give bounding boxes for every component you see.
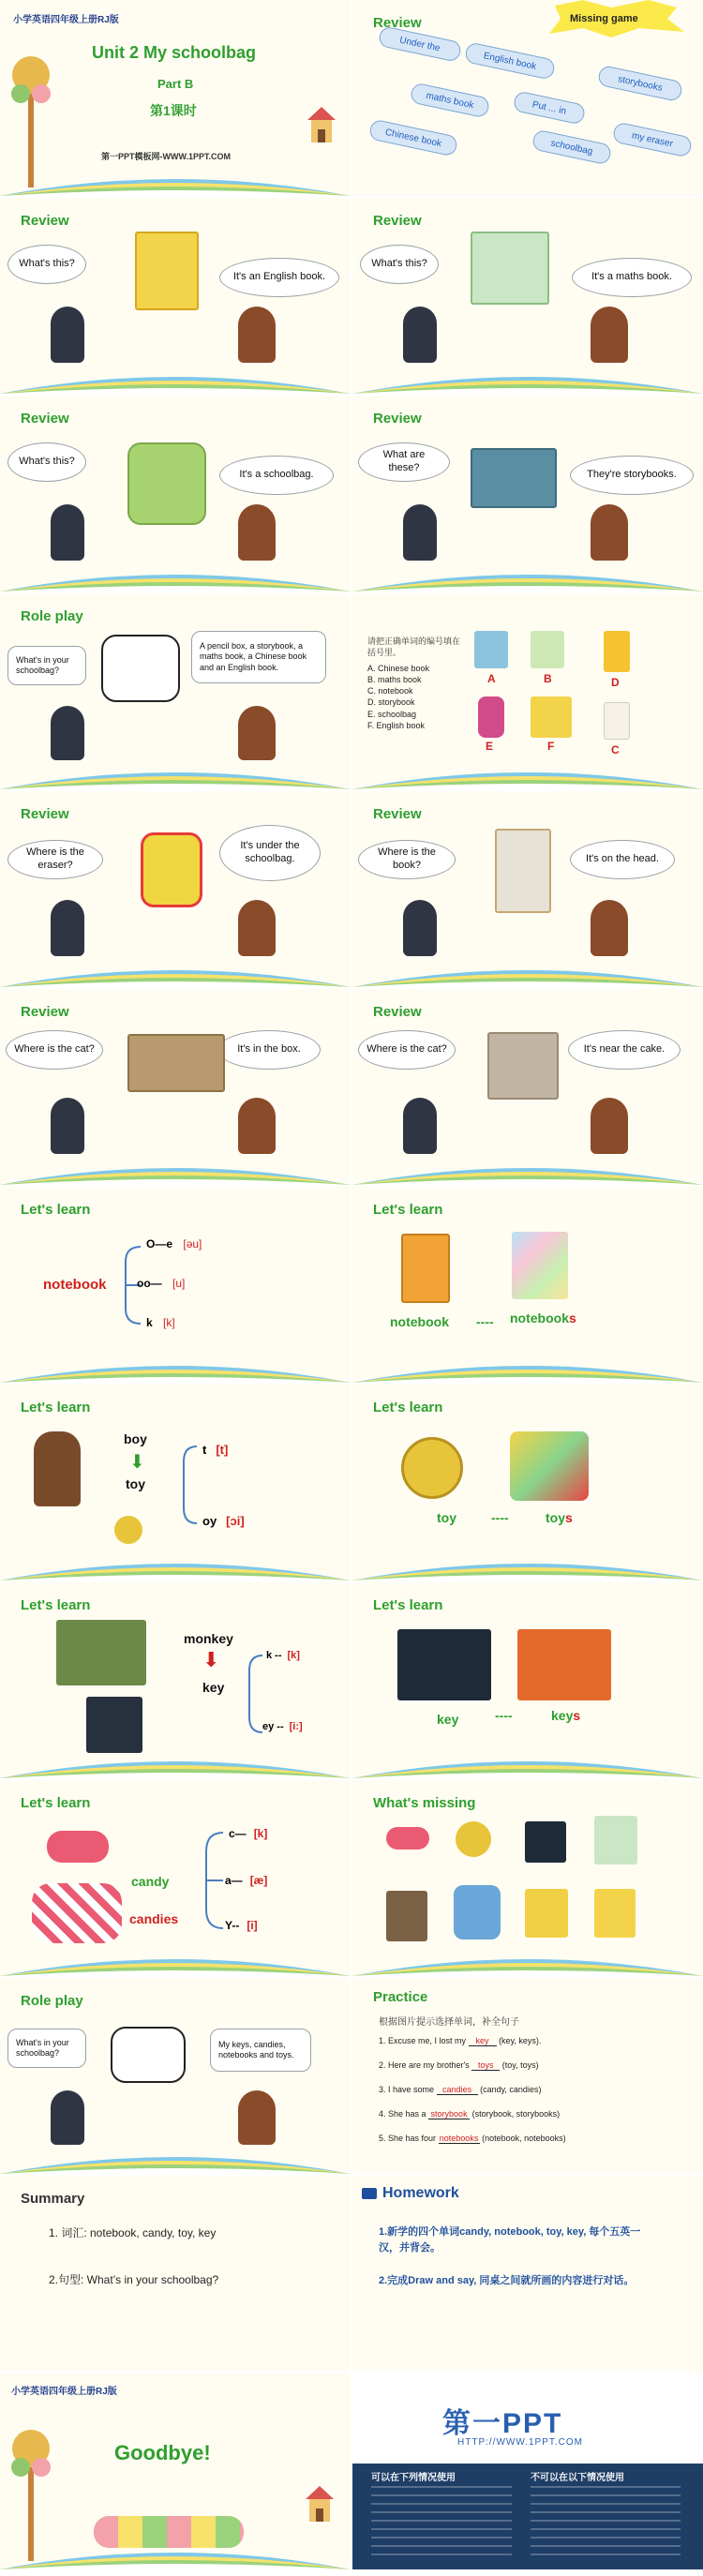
plane-label: storybooks	[617, 73, 664, 94]
question-bubble: What's in your schoolbag?	[7, 2029, 86, 2068]
header-label: 小学英语四年级上册RJ版	[11, 2387, 117, 2397]
answer-letter: E	[486, 740, 494, 753]
boy-avatar	[51, 706, 84, 760]
rainbow-decoration	[0, 168, 351, 196]
item-prefix: 2. Here are my brother's	[379, 2060, 470, 2070]
slide-title: Review	[373, 411, 422, 427]
question-bubble: What are these?	[358, 442, 450, 482]
schoolbag-contents-image	[111, 2027, 186, 2083]
slide-19-lets-learn	[0, 1780, 351, 1976]
rainbow-decoration	[0, 1750, 351, 1778]
notebook-image[interactable]	[386, 1891, 427, 1941]
book-image-f	[531, 696, 572, 738]
phonetic: [ɔi]	[226, 1514, 245, 1528]
slide-title: Review	[373, 15, 422, 31]
plural-suffix: s	[565, 1510, 573, 1525]
rainbow-decoration	[352, 761, 703, 789]
slide-title: Review	[373, 806, 422, 822]
boy-avatar	[51, 504, 84, 561]
item-prefix: 4. She has a	[379, 2109, 426, 2119]
slide-12-review	[352, 989, 703, 1185]
slide-25-goodbye	[0, 2374, 351, 2569]
singular-word: toy	[437, 1510, 456, 1525]
plane-8[interactable]	[612, 122, 694, 158]
girl-avatar	[591, 900, 628, 956]
phonetic: [k]	[253, 1827, 268, 1840]
notebooks-image	[512, 1232, 568, 1299]
slide-title: Review	[21, 806, 69, 822]
col-2-links	[531, 2486, 681, 2561]
book-image-b	[531, 631, 564, 668]
branch-bracket	[201, 1829, 225, 1932]
answer-bubble: It's on the head.	[570, 840, 675, 879]
key-image	[86, 1697, 142, 1753]
blank-answer[interactable]: key	[469, 2036, 497, 2046]
phonetic: [u]	[172, 1277, 186, 1290]
answer-bubble: It's in the box.	[217, 1030, 321, 1070]
item-suffix: (toy, toys)	[501, 2060, 539, 2070]
slide-7-role-play	[0, 593, 351, 789]
option-list	[367, 663, 429, 731]
dash: ----	[495, 1708, 513, 1723]
boy-avatar	[403, 1098, 437, 1154]
answer-letter: D	[611, 676, 620, 689]
plane-label: Under the	[398, 35, 441, 53]
item-prefix: 1. Excuse me, I lost my	[379, 2036, 467, 2045]
storybook-image[interactable]	[525, 1889, 568, 1938]
slide-title: Let's learn	[21, 1400, 91, 1415]
plane-6[interactable]	[368, 118, 459, 157]
book-image-d	[604, 631, 630, 672]
branch-bracket	[246, 1652, 264, 1736]
spelling: k	[146, 1316, 153, 1329]
rainbow-decoration	[0, 563, 351, 592]
phonetic: [i:]	[289, 1721, 303, 1732]
monkey-image	[56, 1620, 146, 1685]
item-suffix: (key, keys).	[499, 2036, 542, 2045]
tree-illustration	[7, 2411, 54, 2561]
exercise-item	[379, 2085, 541, 2095]
summary-line: 2.句型: What’s in your schoolbag?	[49, 2273, 219, 2286]
plural-word	[551, 1708, 580, 1723]
candies-image	[32, 1883, 122, 1943]
spell-c	[229, 1827, 267, 1840]
question-bubble: What's this?	[7, 442, 86, 482]
house-icon	[306, 105, 337, 144]
key-image[interactable]	[525, 1821, 566, 1863]
phonetic: [t]	[216, 1443, 229, 1457]
slide-10-review	[352, 791, 703, 987]
dash: ----	[491, 1510, 509, 1525]
spell-y	[225, 1919, 258, 1932]
notebook-image	[401, 1234, 450, 1303]
cat-near-cake-image	[487, 1032, 559, 1100]
branch-bracket	[180, 1443, 199, 1527]
col-1-heading: 可以在下列情况使用	[371, 2473, 456, 2483]
english-book-image	[135, 232, 199, 310]
slide-title: Let's learn	[373, 1597, 443, 1613]
slide-18-lets-learn	[352, 1582, 703, 1778]
blank-answer[interactable]: candies	[437, 2085, 478, 2095]
schoolbag-image	[127, 442, 206, 525]
boy-image	[34, 1431, 81, 1506]
yoyo-image	[401, 1437, 463, 1499]
slide-title: Review	[21, 1004, 69, 1020]
branch-row	[146, 1237, 202, 1251]
girl-avatar	[591, 504, 628, 561]
answer-bubble: It's a schoolbag.	[219, 456, 334, 495]
option-item: E. schoolbag	[367, 709, 417, 719]
option-item: A. Chinese book	[367, 664, 430, 673]
down-arrow-icon: ⬇	[129, 1452, 145, 1473]
girl-avatar	[238, 2090, 276, 2145]
phonetic: [k]	[287, 1650, 300, 1661]
boy-avatar	[403, 504, 437, 561]
slide-13-lets-learn	[0, 1187, 351, 1383]
slide-title: Practice	[373, 1989, 428, 2005]
answer-bubble: They're storybooks.	[570, 456, 694, 495]
word-2: toy	[126, 1476, 145, 1491]
rainbow-decoration	[0, 761, 351, 789]
question-bubble: Where is the cat?	[358, 1030, 456, 1070]
phonetic: [i]	[247, 1919, 258, 1932]
item-prefix: 5. She has four	[379, 2134, 437, 2143]
house-icon	[304, 2484, 336, 2524]
down-arrow-icon: ⬇	[202, 1648, 220, 1671]
slide-title: Review	[373, 1004, 422, 1020]
homework-line: 1.新学的四个单词candy, notebook, toy, key, 每个五英一汉，并背会。	[379, 2226, 641, 2254]
option-item: D. storybook	[367, 697, 415, 708]
spelling: oy	[202, 1514, 217, 1528]
slide-11-review	[0, 989, 351, 1185]
slide-1-title	[0, 0, 351, 196]
plural-suffix: s	[573, 1708, 581, 1723]
answer-letter: A	[487, 672, 496, 685]
exercise-item	[379, 2134, 566, 2144]
english-book-image[interactable]	[594, 1889, 636, 1938]
branch-row	[137, 1277, 185, 1290]
site-label: 第一PPT模板网-WWW.1PPT.COM	[101, 152, 231, 161]
maths-book-image[interactable]	[594, 1816, 637, 1865]
plane-label: schoolbag	[549, 137, 594, 157]
spelling: a—	[225, 1874, 243, 1887]
slide-23-summary	[0, 2176, 351, 2372]
book-image-e	[478, 696, 504, 738]
exercise-item	[379, 2036, 541, 2046]
spelling: Y--	[225, 1919, 240, 1932]
slide-20-whats-missing	[352, 1780, 703, 1976]
yoyo-image[interactable]	[456, 1821, 491, 1857]
singular-word: key	[437, 1712, 459, 1727]
key-image	[397, 1629, 491, 1700]
spelling: t	[202, 1443, 207, 1457]
rainbow-decoration	[352, 1355, 703, 1383]
plane-2[interactable]	[464, 41, 556, 80]
word-1: monkey	[184, 1631, 233, 1646]
question-bubble: What's in your schoolbag?	[7, 646, 86, 685]
spell-k	[266, 1650, 300, 1661]
col-2-heading: 不可以在以下情况使用	[531, 2473, 624, 2483]
slide-title: Role play	[21, 1993, 83, 2009]
schoolbag-image[interactable]	[454, 1885, 501, 1939]
plane-label: my eraser	[631, 129, 674, 149]
rainbow-decoration	[0, 1948, 351, 1976]
slide-26-credits	[352, 2374, 703, 2569]
boy-avatar	[51, 1098, 84, 1154]
question-bubble: Where is the book?	[358, 840, 456, 879]
phonetic: [k]	[163, 1316, 175, 1329]
slide-title: Review	[21, 213, 69, 229]
girl-avatar	[238, 504, 276, 561]
rainbow-decoration	[352, 1750, 703, 1778]
toys-image	[510, 1431, 589, 1501]
slide-17-lets-learn	[0, 1582, 351, 1778]
word-1: boy	[124, 1431, 147, 1446]
slide-21-role-play	[0, 1978, 351, 2174]
option-item: F. English book	[367, 720, 426, 730]
girl-avatar	[238, 1098, 276, 1154]
slide-5-review	[0, 396, 351, 592]
answer-bubble: My keys, candies, notebooks and toys.	[210, 2029, 311, 2072]
spelling: c—	[229, 1827, 247, 1840]
word-2: candies	[129, 1911, 179, 1926]
question-bubble: What's this?	[360, 245, 439, 284]
plural-stem: toy	[546, 1510, 565, 1525]
plane-3[interactable]	[597, 65, 684, 102]
girl-avatar	[591, 307, 628, 363]
spelling: O—e	[146, 1237, 173, 1251]
rainbow-decoration	[0, 1157, 351, 1185]
book-image-c	[604, 702, 630, 740]
option-item: B. maths book	[367, 675, 422, 685]
slide-2-missing-game	[352, 0, 703, 196]
slide-22-practice	[352, 1978, 703, 2174]
plane-4[interactable]	[410, 82, 491, 119]
spelling: ey --	[262, 1721, 284, 1732]
storybooks-image	[471, 448, 557, 508]
branch-row	[146, 1316, 175, 1329]
plane-label: Put ... in	[531, 98, 568, 117]
blank-answer[interactable]: notebooks	[439, 2134, 479, 2143]
plane-label: Chinese book	[383, 127, 443, 149]
summary-line: 1. 词汇: notebook, candy, toy, key	[49, 2226, 217, 2239]
item-prefix: 3. I have some	[379, 2085, 435, 2094]
answer-letter: F	[547, 740, 555, 753]
candy-image	[47, 1831, 109, 1863]
item-suffix: (notebook, notebooks)	[482, 2134, 566, 2143]
rainbow-decoration	[352, 563, 703, 592]
plane-1[interactable]	[378, 25, 463, 63]
maths-book-image	[471, 232, 549, 305]
homework-line: 2.完成Draw and say, 同桌之间就所画的内容进行对话。	[379, 2275, 635, 2286]
plane-5[interactable]	[513, 90, 587, 125]
slide-24-homework	[352, 2176, 703, 2372]
boy-avatar	[51, 2090, 84, 2145]
slide-14-lets-learn	[352, 1187, 703, 1383]
spell-ey	[262, 1721, 303, 1732]
cat-in-box-image	[127, 1034, 225, 1092]
slide-title: Review	[21, 411, 69, 427]
spell-t	[202, 1443, 228, 1457]
question-bubble: What's this?	[7, 245, 86, 284]
rainbow-decoration	[352, 1948, 703, 1976]
plural-stem: key	[551, 1708, 574, 1723]
focus-word: notebook	[43, 1277, 107, 1293]
plane-label: English book	[482, 50, 538, 72]
tree-illustration	[7, 37, 54, 187]
rainbow-decoration	[0, 959, 351, 987]
header-label: 小学英语四年级上册RJ版	[13, 15, 119, 25]
word-2: key	[202, 1680, 225, 1695]
keys-image	[517, 1629, 611, 1700]
schoolbag-contents-image	[101, 635, 180, 702]
slide-title: Summary	[21, 2191, 85, 2207]
exercise-item	[379, 2109, 560, 2119]
candy-image[interactable]	[386, 1827, 429, 1850]
homework-header	[362, 2185, 459, 2202]
instruction: 请把正确单词的编号填在括号里。	[367, 637, 461, 657]
rainbow-decoration	[352, 1552, 703, 1580]
girl-avatar	[238, 706, 276, 760]
plural-word	[510, 1310, 576, 1325]
slide-title: Let's learn	[21, 1597, 91, 1613]
slide-4-review	[352, 198, 703, 394]
slide-title: Let's learn	[373, 1400, 443, 1415]
word-1: candy	[131, 1874, 170, 1889]
phonetic: [əu]	[183, 1237, 202, 1251]
goodbye-text: Goodbye!	[114, 2441, 211, 2464]
slide-title: Homework	[382, 2185, 459, 2201]
rainbow-decoration	[352, 959, 703, 987]
exercise-item	[379, 2060, 539, 2071]
option-item: C. notebook	[367, 686, 413, 696]
brand-url[interactable]: HTTP://WWW.1PPT.COM	[457, 2437, 583, 2448]
answer-bubble: It's near the cake.	[568, 1030, 681, 1070]
spell-a	[225, 1874, 267, 1887]
slide-title: Let's learn	[21, 1202, 91, 1218]
spelling: oo—	[137, 1277, 162, 1290]
answer-bubble: It's a maths book.	[572, 258, 692, 297]
rainbow-decoration	[0, 2146, 351, 2174]
item-suffix: (storybook, storybooks)	[471, 2109, 561, 2119]
toy-image	[114, 1516, 142, 1544]
slide-8-matching	[352, 593, 703, 789]
item-suffix: (candy, candies)	[480, 2085, 542, 2094]
eraser-schoolbag-image	[141, 832, 202, 907]
part-label: Part B	[157, 77, 194, 91]
question-bubble: Where is the cat?	[6, 1030, 103, 1070]
rainbow-decoration	[352, 366, 703, 394]
man-with-book-image	[495, 829, 551, 913]
spell-oy	[202, 1514, 245, 1528]
answer-bubble: It's under the schoolbag.	[219, 825, 321, 881]
answer-letter: B	[544, 672, 552, 685]
slide-title: Review	[373, 213, 422, 229]
girl-avatar	[238, 307, 276, 363]
plane-7[interactable]	[531, 129, 613, 166]
slide-title: Let's learn	[373, 1202, 443, 1218]
boy-avatar	[51, 900, 84, 956]
slide-6-review	[352, 396, 703, 592]
boy-avatar	[403, 900, 437, 956]
rainbow-decoration	[0, 366, 351, 394]
instruction: 根据图片提示选择单词，补全句子	[379, 2017, 519, 2028]
answer-bubble: A pencil box, a storybook, a maths book, a Chinese book and an English book.	[191, 631, 326, 683]
slide-16-lets-learn	[352, 1385, 703, 1580]
brand-logo: 第一PPT	[442, 2408, 563, 2439]
spelling: k --	[266, 1650, 282, 1661]
slide-3-review	[0, 198, 351, 394]
book-image-a	[474, 631, 508, 668]
phonetic: [æ]	[249, 1874, 268, 1887]
plural-suffix: s	[569, 1310, 576, 1325]
blank-answer[interactable]: storybook	[428, 2109, 470, 2119]
rainbow-decoration	[0, 1355, 351, 1383]
girl-avatar	[591, 1098, 628, 1154]
slide-title: What's missing	[373, 1795, 476, 1811]
question-bubble: Where is the eraser?	[7, 840, 103, 879]
col-1-links	[371, 2486, 512, 2561]
slide-title: Role play	[21, 608, 83, 624]
slide-15-lets-learn	[0, 1385, 351, 1580]
lesson-label: 第1课时	[150, 103, 197, 118]
rainbow-decoration	[352, 1157, 703, 1185]
singular-word: notebook	[390, 1314, 449, 1329]
rainbow-decoration	[0, 2541, 351, 2569]
answer-letter: C	[611, 743, 620, 756]
boy-avatar	[51, 307, 84, 363]
plural-stem: notebook	[510, 1310, 569, 1325]
plane-label: maths book	[425, 90, 475, 111]
blank-answer[interactable]: toys	[471, 2060, 500, 2071]
monitor-icon	[362, 2188, 377, 2199]
answer-bubble: It's an English book.	[219, 258, 339, 297]
slide-title: Unit 2 My schoolbag	[92, 43, 257, 62]
rainbow-decoration	[0, 1552, 351, 1580]
girl-avatar	[238, 900, 276, 956]
game-label: Missing game	[570, 13, 638, 24]
slide-9-review	[0, 791, 351, 987]
dash: ----	[476, 1314, 494, 1329]
boy-avatar	[403, 307, 437, 363]
slide-title: Let's learn	[21, 1795, 91, 1811]
plural-word	[546, 1510, 573, 1525]
